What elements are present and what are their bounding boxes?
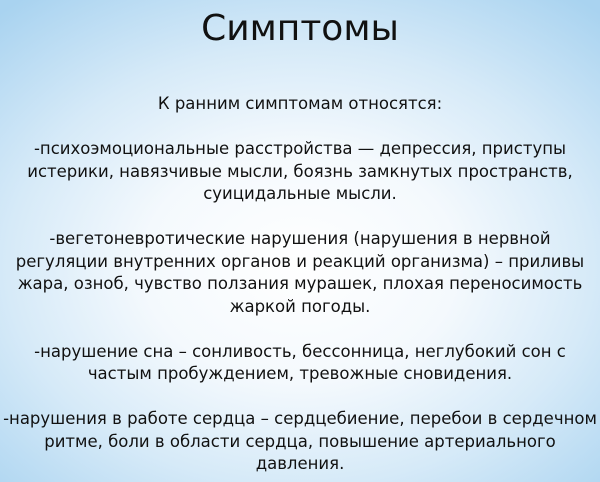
item-line: регуляции внутренних органов и реакций организма) – приливы	[15, 251, 585, 271]
item-line: давления.	[255, 454, 345, 473]
item-line: частым пробуждением, тревожные сновидения.	[87, 364, 513, 383]
slide-title: Симптомы	[201, 8, 399, 49]
item-line: жара, озноб, чувство ползания мурашек, плохая переносимость	[17, 274, 583, 293]
paragraph-gap	[0, 318, 600, 341]
item-line: -нарушение сна – сонливость, бессонница, неглубокий сон с	[34, 341, 566, 361]
item-line: суицидальные мысли.	[203, 184, 397, 203]
item-line: жаркой погоды.	[229, 296, 371, 316]
slide-body	[0, 93, 600, 476]
symptom-item-psychoemotional	[0, 138, 600, 206]
item-line: ритме, боли в области сердца, повышение артериального	[44, 431, 556, 451]
paragraph-gap	[0, 386, 600, 409]
symptom-item-vegetoneurotic	[0, 228, 600, 318]
symptom-item-heart	[0, 408, 600, 476]
item-line: истерики, навязчивые мысли, боязнь замкнутых пространств,	[27, 161, 573, 181]
item-line: -психоэмоциональные расстройства — депрессия, приступы	[33, 139, 567, 158]
paragraph-gap	[0, 116, 600, 139]
symptom-item-sleep	[0, 341, 600, 386]
intro-text: К ранним симптомам относятся:	[157, 94, 443, 113]
item-line: -вегетоневротические нарушения (нарушения в нервной	[49, 229, 551, 248]
paragraph-gap	[0, 206, 600, 229]
item-line: -нарушения в работе сердца – сердцебиение, перебои в сердечном	[3, 409, 597, 428]
